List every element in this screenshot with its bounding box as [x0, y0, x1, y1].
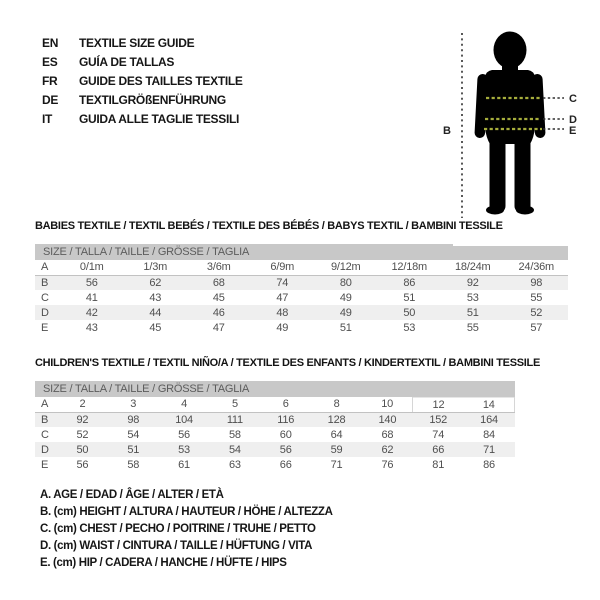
size-cell: 12/18m: [378, 260, 442, 275]
language-row-it: [42, 110, 243, 129]
hip-label: E: [569, 125, 577, 137]
table-row-d: [35, 442, 515, 457]
size-cell: 50: [76, 443, 89, 456]
legend-item: C. (cm) CHEST / PECHO / POITRINE / TRUHE / PETTO: [40, 523, 316, 535]
size-cell: 52: [530, 306, 543, 319]
language-code: DE: [42, 93, 59, 107]
size-cell: 51: [466, 306, 479, 319]
row-label: C: [41, 428, 49, 441]
size-cell: 47: [212, 321, 225, 334]
row-label: C: [41, 291, 49, 304]
size-cell: 43: [149, 291, 162, 304]
table-row-e: [35, 457, 515, 472]
size-cell: 14: [464, 397, 515, 412]
language-code: IT: [42, 112, 53, 126]
size-cell: 86: [403, 276, 416, 289]
table-row-a: [35, 397, 515, 412]
children-size-header-bar: SIZE / TALLA / TAILLE / GRÖSSE / TAGLIA: [35, 381, 515, 397]
size-cell: 60: [279, 428, 292, 441]
size-cell: 5: [209, 397, 260, 412]
size-cell: 56: [279, 443, 292, 456]
babies-size-header-bar: SIZE / TALLA / TAILLE / GRÖSSE / TAGLIA: [35, 244, 568, 260]
size-cell: 116: [277, 413, 295, 426]
header-bar-notch: [453, 244, 568, 246]
waist-label: D: [569, 114, 577, 126]
language-row-en: [42, 34, 243, 53]
size-cell: 6: [260, 397, 311, 412]
size-cell: 55: [466, 321, 479, 334]
size-cell: 18/24m: [441, 260, 505, 275]
size-cell: 9/12m: [314, 260, 378, 275]
size-cell: 51: [403, 291, 416, 304]
babies-size-table: [35, 244, 568, 335]
size-cell: 68: [381, 428, 394, 441]
table-row-c: [35, 427, 515, 442]
size-cell: 10: [362, 397, 413, 412]
size-cell: 111: [226, 413, 243, 426]
size-cell: 84: [483, 428, 495, 441]
language-row-de: [42, 91, 243, 110]
size-cell: 8: [311, 397, 362, 412]
size-cell: 0/1m: [60, 260, 124, 275]
size-cell: 104: [175, 413, 193, 426]
table-row-e: [35, 320, 568, 335]
children-table-title: CHILDREN'S TEXTILE / TEXTIL NIÑO/A / TEXTILE DES ENFANTS / KINDERTEXTIL / BAMBINI TESSILE: [35, 357, 540, 369]
size-cell: 6/9m: [251, 260, 315, 275]
table-row-a: [35, 260, 568, 275]
size-cell: 55: [530, 291, 543, 304]
size-cell: 45: [212, 291, 225, 304]
size-cell: 71: [330, 458, 343, 471]
size-cell: 49: [339, 291, 352, 304]
size-cell: 81: [432, 458, 445, 471]
size-cell: 56: [76, 458, 89, 471]
row-label: D: [41, 306, 49, 319]
babies-textile-section: [35, 220, 568, 335]
language-code: ES: [42, 55, 58, 69]
size-cell: 64: [330, 428, 343, 441]
size-cell: 41: [85, 291, 98, 304]
size-cell: 42: [85, 306, 98, 319]
size-cell: 59: [330, 443, 343, 456]
row-label: E: [41, 458, 49, 471]
size-cell: 56: [85, 276, 98, 289]
size-cell: 53: [403, 321, 416, 334]
table-row-d: [35, 305, 568, 320]
language-code: FR: [42, 74, 58, 88]
size-cell: 58: [228, 428, 241, 441]
table-row-b: [35, 412, 515, 427]
size-cell: 51: [127, 443, 140, 456]
size-cell: 54: [127, 428, 140, 441]
language-title: GUIDA ALLE TAGLIE TESSILI: [79, 112, 240, 126]
size-cell: 43: [85, 321, 98, 334]
row-label: A: [35, 397, 57, 412]
size-cell: 128: [327, 413, 346, 426]
size-cell: 92: [466, 276, 479, 289]
size-cell: 66: [279, 458, 292, 471]
chest-label: C: [569, 93, 577, 105]
size-cell: 74: [432, 428, 445, 441]
size-cell: 49: [276, 321, 289, 334]
table-row-c: [35, 290, 568, 305]
size-cell: 71: [483, 443, 495, 456]
size-cell: 52: [76, 428, 89, 441]
size-cell: 47: [276, 291, 289, 304]
size-cell: 62: [149, 276, 162, 289]
size-cell: 48: [276, 306, 289, 319]
size-cell: 63: [228, 458, 241, 471]
row-label: A: [35, 260, 60, 275]
row-label: E: [41, 321, 49, 334]
legend-item: A. AGE / EDAD / ÂGE / ALTER / ETÀ: [40, 489, 224, 501]
size-cell: 49: [339, 306, 352, 319]
row-label: B: [41, 413, 49, 426]
size-cell: 57: [530, 321, 543, 334]
size-cell: 68: [212, 276, 225, 289]
size-cell: 45: [149, 321, 162, 334]
size-cell: 24/36m: [505, 260, 569, 275]
size-cell: 140: [378, 413, 397, 426]
size-cell: 74: [276, 276, 289, 289]
size-cell: 62: [381, 443, 394, 456]
size-cell: 53: [466, 291, 479, 304]
language-title: GUÍA DE TALLAS: [79, 55, 175, 69]
children-size-table: [35, 381, 515, 472]
size-cell: 76: [381, 458, 394, 471]
table-row-b: [35, 275, 568, 290]
size-cell: 56: [178, 428, 190, 441]
language-title: TEXTILGRÖßENFÜHRUNG: [79, 93, 226, 107]
size-cell: 50: [403, 306, 416, 319]
size-cell: 164: [480, 413, 498, 426]
row-label: D: [41, 443, 49, 456]
legend-item: B. (cm) HEIGHT / ALTURA / HAUTEUR / HÖHE / ALTEZZA: [40, 506, 333, 518]
size-cell: 61: [178, 458, 190, 471]
measurement-figure: [430, 15, 600, 225]
size-cell: 98: [127, 413, 140, 426]
size-cell: 86: [483, 458, 495, 471]
size-cell: 98: [530, 276, 543, 289]
language-row-es: [42, 53, 243, 72]
child-silhouette: [474, 32, 545, 215]
height-label: B: [443, 125, 451, 137]
size-cell: 54: [228, 443, 241, 456]
language-code: EN: [42, 36, 59, 50]
size-cell: 58: [127, 458, 140, 471]
legend-item: D. (cm) WAIST / CINTURA / TAILLE / HÜFTUNG / VITA: [40, 540, 313, 552]
legend-item: E. (cm) HIP / CADERA / HANCHE / HÜFTE / HIPS: [40, 557, 287, 569]
size-cell: 2: [57, 397, 108, 412]
size-cell: 12: [413, 397, 464, 412]
language-title-list: [42, 34, 243, 129]
children-textile-section: [35, 357, 540, 472]
language-title: GUIDE DES TAILLES TEXTILE: [79, 74, 243, 88]
size-cell: 44: [149, 306, 162, 319]
size-cell: 1/3m: [124, 260, 188, 275]
size-cell: 46: [212, 306, 225, 319]
child-silhouette-graphic: [430, 15, 600, 225]
measurement-legend: [40, 487, 333, 572]
language-title: TEXTILE SIZE GUIDE: [79, 36, 195, 50]
size-cell: 80: [339, 276, 352, 289]
size-cell: 4: [159, 397, 210, 412]
row-label: B: [41, 276, 49, 289]
size-cell: 3/6m: [187, 260, 251, 275]
size-cell: 152: [429, 413, 448, 426]
size-cell: 92: [76, 413, 89, 426]
babies-table-title: BABIES TEXTILE / TEXTIL BEBÉS / TEXTILE DES BÉBÉS / BABYS TEXTIL / BAMBINI TESSILE: [35, 220, 503, 232]
size-cell: 66: [432, 443, 445, 456]
language-row-fr: [42, 72, 243, 91]
size-cell: 51: [339, 321, 352, 334]
size-cell: 3: [108, 397, 159, 412]
size-cell: 53: [178, 443, 190, 456]
